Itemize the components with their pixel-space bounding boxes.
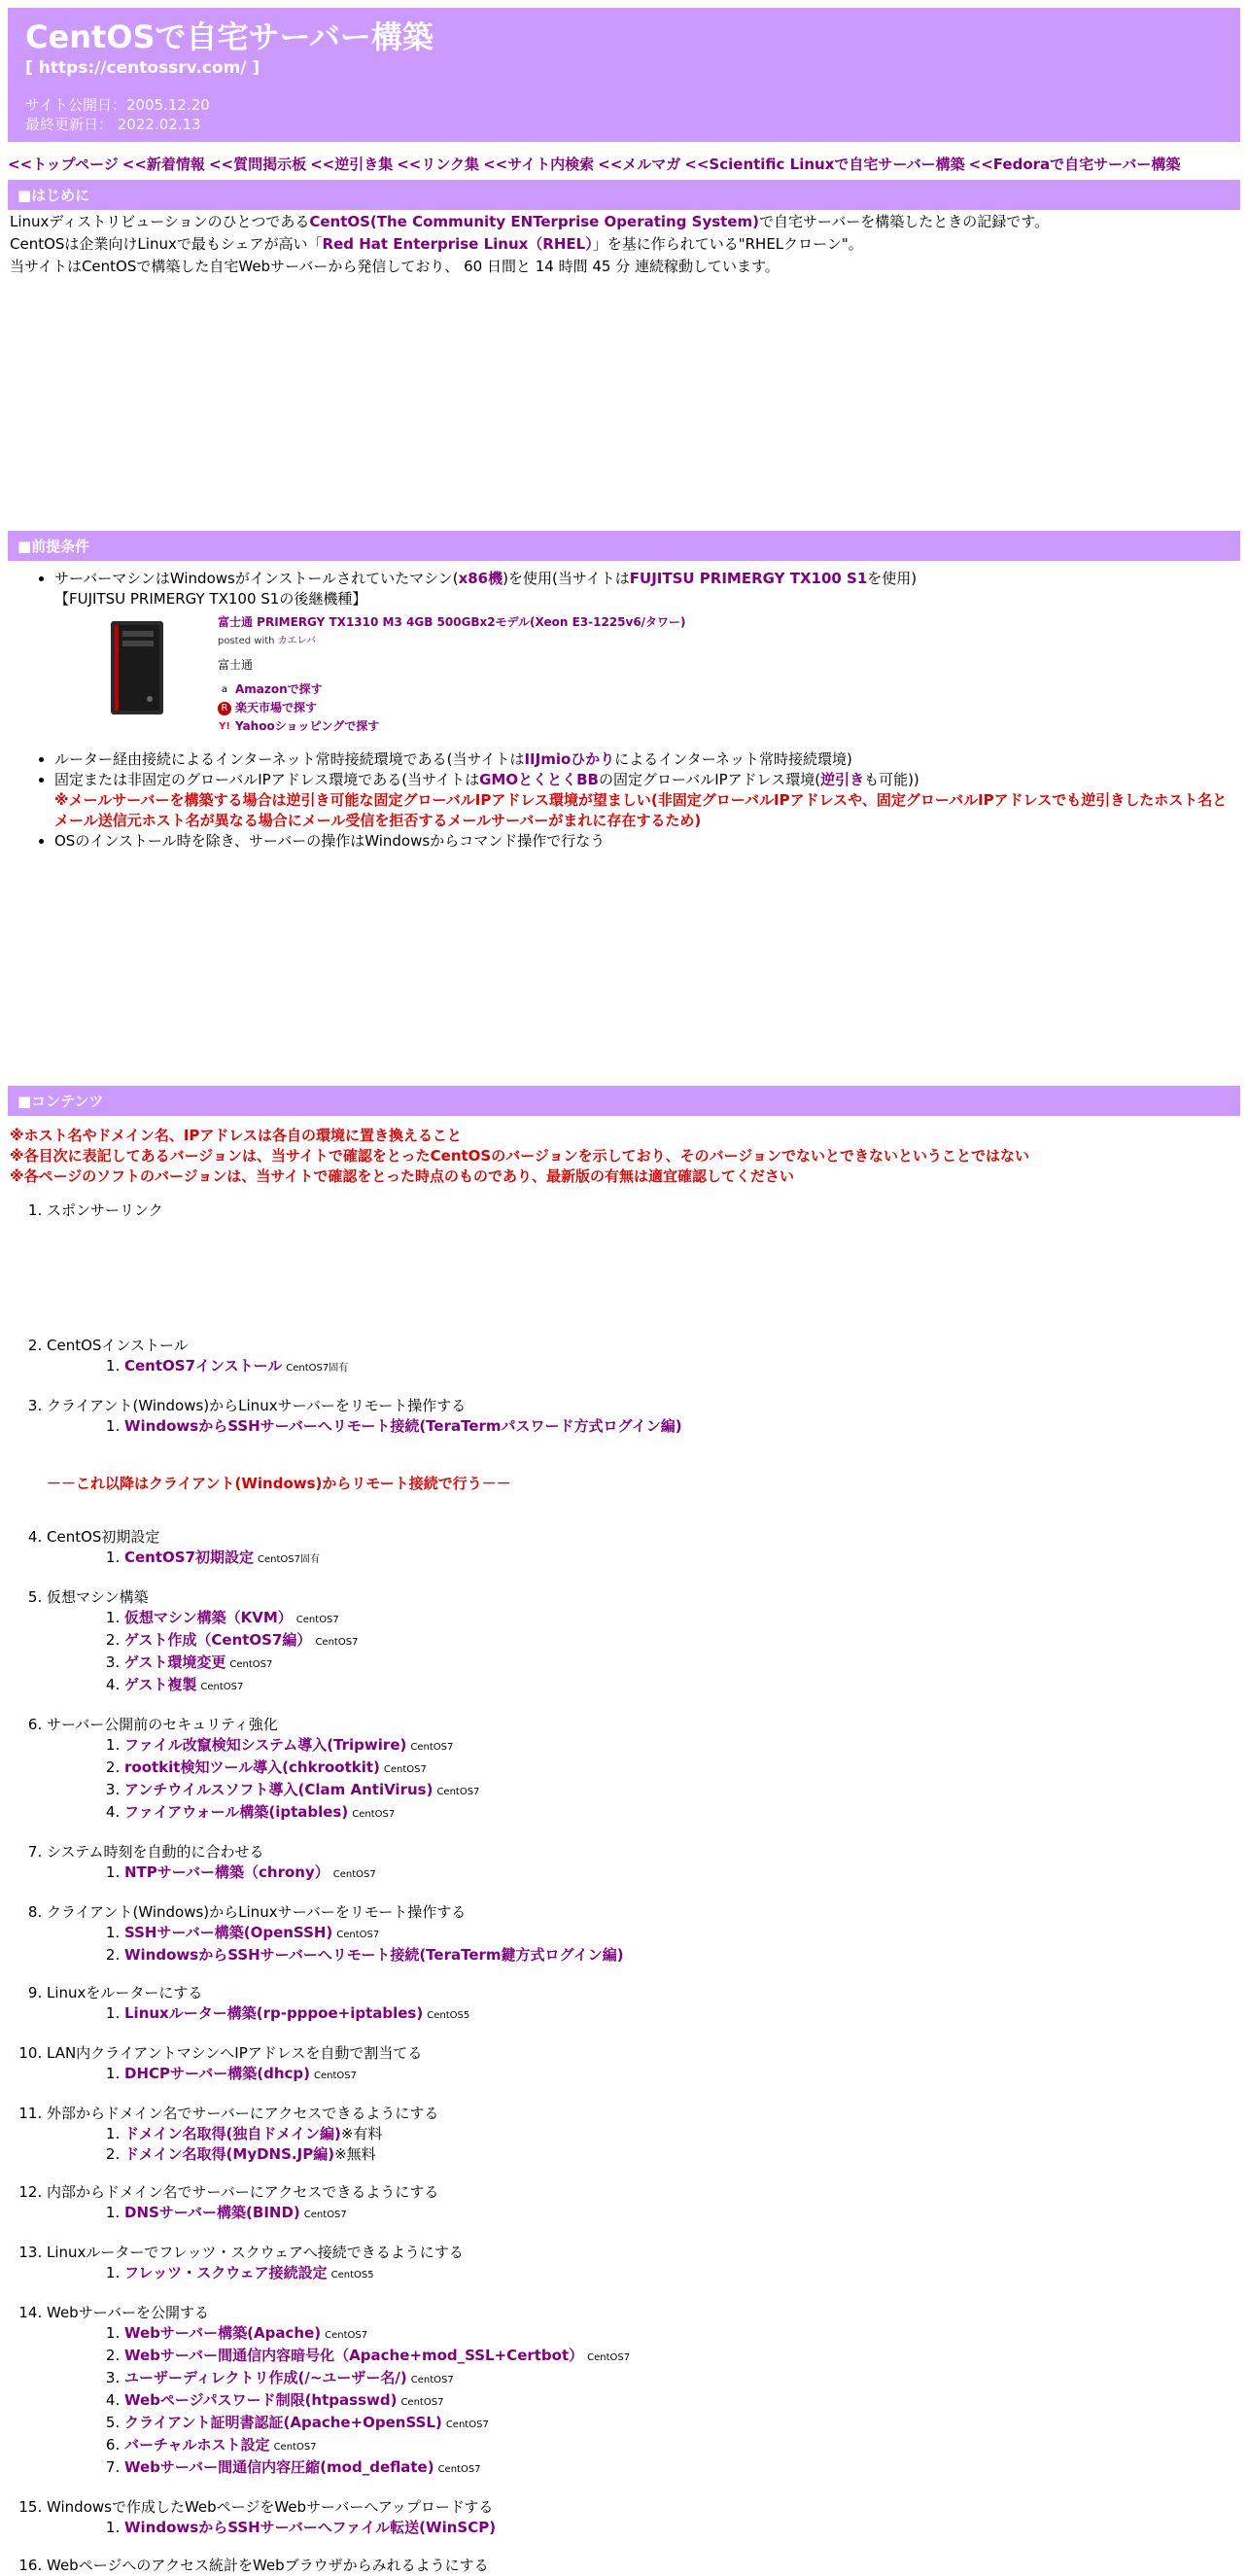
- rakuten-icon: R: [218, 702, 231, 715]
- reverse-lookup-link[interactable]: 逆引き: [820, 771, 865, 788]
- toc-link[interactable]: WindowsからSSHサーバーへリモート接続(TeraTerm鍵方式ログイン編): [124, 1946, 624, 1964]
- nav-link[interactable]: <<サイト内検索: [483, 156, 595, 173]
- toc-section: [47, 2182, 1240, 2225]
- toc-link[interactable]: ファイル改竄検知システム導入(Tripwire): [124, 1736, 407, 1754]
- version-tag: CentOS7: [315, 1637, 359, 1648]
- toc-item: [124, 2390, 1240, 2413]
- toc-sublist: [47, 2263, 1240, 2285]
- nav-link[interactable]: <<リンク集: [397, 156, 480, 173]
- mail-server-warning: ※メールサーバーを構築する場合は逆引き可能な固定グローバルIPアドレス環境が望ましい(非固定グローバルIPアドレスや、固定グローバルIPアドレスでも逆引きしたホスト名とメール送信元ホスト名が異なる場合にメール受信を拒否するメールサーバーがまれに存在するため): [54, 791, 1228, 829]
- prereq-item: • サーバーマシンはWindowsがインストールされていたマシン(x86機)を使用(当サイトはFUJITSU PRIMERGY TX100 S1を使用) 【FUJITSU PRIMERGY TX100 S1の後継機種】 富士通 PRIMERGY TX1310 M3 4GB 500GBx2モデル(Xeon E3-1225v6/タワー) posted with カエレバ 富士通 a Amazonで探す R 楽天市場で探す Y! Yahooショッピングで探す: [54, 569, 1240, 736]
- amazon-link[interactable]: Amazonで探す: [235, 682, 323, 696]
- sponsor-space: [47, 1221, 1240, 1318]
- updated-date: 最終更新日： 2022.02.13: [25, 116, 201, 133]
- version-tag: CentOS7: [332, 1869, 376, 1880]
- product-box: [93, 613, 1240, 736]
- toc-link[interactable]: ゲスト複製: [124, 1676, 197, 1693]
- toc-link[interactable]: フレッツ・スクウェア接続設定: [124, 2264, 328, 2281]
- toc-link[interactable]: アンチウイルスソフト導入(Clam AntiVirus): [124, 1781, 433, 1798]
- iijmio-link[interactable]: IIJmioひかり: [524, 750, 615, 768]
- toc-section: [47, 1527, 1240, 1570]
- version-tag: CentOS7固有: [286, 1363, 349, 1374]
- published-date: サイト公開日：2005.12.20: [25, 96, 210, 114]
- toc-section-title: Webサーバーを公開する: [47, 2304, 209, 2321]
- toc-sublist: [47, 1416, 1240, 1437]
- primergy-link[interactable]: FUJITSU PRIMERGY TX100 S1: [629, 570, 868, 587]
- version-tag: CentOS7: [410, 1742, 454, 1753]
- toc-link[interactable]: 仮想マシン構築（KVM）: [124, 1609, 293, 1626]
- toc-item: [124, 1758, 1240, 1780]
- product-info: [218, 613, 686, 736]
- server-tower-icon: [107, 619, 167, 716]
- prereq-item: • 固定または非固定のグローバルIPアドレス環境である(当サイトはGMOとくとくBBの固定グローバルIPアドレス環境(逆引きも可能)) ※メールサーバーを構築する場合は逆引き可能な固定グローバルIPアドレス環境が望ましい(非固定グローバルIPアドレスや、固定グローバルIPアドレスでも逆引きしたホスト名とメール送信元ホスト名が異なる場合にメール受信を拒否するメールサーバーがまれに存在するため): [54, 770, 1240, 831]
- table-of-contents: [8, 1201, 1240, 2576]
- toc-sublist: [47, 2518, 1240, 2538]
- top-nav: [8, 154, 1240, 174]
- product-maker: 富士通: [218, 658, 254, 672]
- toc-section: [47, 2556, 1240, 2576]
- toc-link[interactable]: Webサーバー構築(Apache): [124, 2324, 322, 2342]
- toc-section-title: LAN内クライアントマシンへIPアドレスを自動で割当てる: [47, 2044, 423, 2062]
- toc-section-title: Linuxをルーターにする: [47, 1984, 203, 2002]
- toc-sublist: [47, 1862, 1240, 1885]
- toc-item: [124, 1630, 1240, 1653]
- toc-section: [47, 1983, 1240, 2026]
- toc-item: [124, 1356, 1240, 1378]
- toc-section: [47, 2243, 1240, 2285]
- toc-section-title: スポンサーリンク: [47, 1201, 163, 1219]
- toc-item: [124, 1608, 1240, 1630]
- nav-link[interactable]: <<新着情報: [121, 156, 205, 173]
- toc-item: [124, 1675, 1240, 1697]
- site-title: CentOSで自宅サーバー構築: [25, 18, 433, 55]
- prereq-item: • ルーター経由接続によるインターネット常時接続環境である(当サイトはIIJmioひかりによるインターネット常時接続環境): [54, 749, 1240, 770]
- toc-item: [124, 2413, 1240, 2435]
- toc-section-title: クライアント(Windows)からLinuxサーバーをリモート操作する: [47, 1903, 467, 1921]
- toc-section: [47, 1201, 1240, 1318]
- shop-amazon: [218, 680, 686, 699]
- toc-section: [47, 1587, 1240, 1697]
- prereq-item: • OSのインストール時を除き、サーバーの操作はWindowsからコマンド操作で行なう: [54, 831, 1240, 852]
- toc-section: [47, 2497, 1240, 2538]
- toc-item: [124, 2263, 1240, 2285]
- version-tag: CentOS7: [410, 2375, 454, 2385]
- toc-sublist: [47, 1548, 1240, 1570]
- remote-note: －－これ以降はクライアント(Windows)からリモート接続で行う－－: [47, 1475, 511, 1492]
- toc-section-title: サーバー公開前のセキュリティ強化: [47, 1716, 278, 1733]
- x86-link[interactable]: x86機: [458, 570, 503, 587]
- toc-section: [47, 1902, 1240, 1966]
- toc-link[interactable]: Webサーバー間通信内容圧縮(mod_deflate): [124, 2458, 434, 2476]
- nav-link[interactable]: <<逆引き集: [310, 156, 394, 173]
- toc-item: [124, 2124, 1240, 2144]
- toc-section-title: クライアント(Windows)からLinuxサーバーをリモート操作する: [47, 1397, 467, 1414]
- intro-line-2: CentOSは企業向けLinuxで最もシェアが高い「Red Hat Enterprise Linux（RHEL）」を基に作られている"RHELクローン"。: [10, 235, 863, 253]
- toc-link[interactable]: CentOS7初期設定: [124, 1549, 255, 1566]
- toc-sublist: [47, 2323, 1240, 2480]
- price-note: ※有料: [340, 2125, 383, 2142]
- toc-link[interactable]: rootkit検知ツール導入(chkrootkit): [124, 1758, 380, 1776]
- version-tag: CentOS7固有: [258, 1554, 321, 1565]
- toc-link[interactable]: DNSサーバー構築(BIND): [124, 2204, 300, 2221]
- site-header: [8, 8, 1240, 142]
- section-heading-contents: ■コンテンツ: [8, 1086, 1240, 1116]
- centos-link[interactable]: CentOS(The Community ENTerprise Operating System): [309, 213, 759, 230]
- toc-link[interactable]: クライアント証明書認証(Apache+OpenSSL): [124, 2414, 442, 2431]
- version-tag: CentOS7: [587, 2352, 631, 2363]
- toc-link[interactable]: ゲスト作成（CentOS7編）: [124, 1631, 312, 1649]
- version-tag: CentOS7: [445, 2419, 489, 2430]
- version-tag: CentOS7: [325, 2330, 368, 2341]
- toc-link[interactable]: NTPサーバー構築（chrony）: [124, 1863, 329, 1881]
- version-tag: CentOS7: [437, 2464, 481, 2475]
- prereq-list: [8, 569, 1240, 852]
- toc-link[interactable]: ドメイン名取得(MyDNS.JP編): [124, 2145, 335, 2163]
- toc-section-title: 仮想マシン構築: [47, 1588, 149, 1606]
- yahoo-icon: Y!: [219, 721, 230, 732]
- toc-sublist: [47, 1356, 1240, 1378]
- site-url: [ https://centossrv.com/ ]: [25, 58, 260, 78]
- rakuten-link[interactable]: 楽天市場で探す: [235, 701, 318, 714]
- toc-section-title: 外部からドメイン名でサーバーにアクセスできるようにする: [47, 2105, 439, 2122]
- toc-sublist: [47, 1608, 1240, 1697]
- toc-link[interactable]: Linuxルーター構築(rp-pppoe+iptables): [124, 2004, 424, 2022]
- version-tag: CentOS5: [330, 2270, 374, 2280]
- price-note: ※無料: [334, 2145, 376, 2163]
- toc-item: [124, 1945, 1240, 1966]
- nav-link[interactable]: <<トップページ: [8, 156, 119, 173]
- toc-section: [47, 2104, 1240, 2165]
- toc-item: [124, 2457, 1240, 2480]
- version-tag: CentOS7: [352, 1809, 396, 1820]
- version-tag: CentOS7: [229, 1659, 273, 1670]
- toc-sublist: [47, 2124, 1240, 2165]
- toc-item: [124, 2368, 1240, 2390]
- ad-space: [8, 852, 1240, 1080]
- toc-item: [124, 2435, 1240, 2457]
- nav-link[interactable]: <<メルマガ: [598, 156, 681, 173]
- toc-item: [124, 2323, 1240, 2346]
- section-heading-intro: ■はじめに: [8, 180, 1240, 210]
- ad-space: [8, 277, 1240, 525]
- toc-link[interactable]: ドメイン名取得(独自ドメイン編): [124, 2125, 341, 2142]
- toc-section-title: Linuxルーターでフレッツ・スクウェアへ接続できるようにする: [47, 2244, 464, 2261]
- notice-line: ※各ページのソフトのバージョンは、当サイトで確認をとった時点のものであり、最新版の有無は適宜確認してください: [10, 1167, 795, 1185]
- toc-link[interactable]: WindowsからSSHサーバーへファイル転送(WinSCP): [124, 2519, 497, 2536]
- toc-link[interactable]: WindowsからSSHサーバーへリモート接続(TeraTermパスワード方式ログイン編): [124, 1417, 682, 1435]
- toc-section: [47, 2303, 1240, 2480]
- version-tag: CentOS7: [336, 1930, 380, 1940]
- toc-item: [124, 2346, 1240, 2368]
- toc-item: [124, 1548, 1240, 1570]
- section-heading-prereq: ■前提条件: [8, 531, 1240, 561]
- toc-section: [47, 1842, 1240, 1885]
- intro-line-1: LinuxディストリビューションのひとつであるCentOS(The Community ENTerprise Operating System)で自宅サーバーを構築したときの記録です。: [10, 213, 1050, 230]
- nav-link[interactable]: <<Fedoraで自宅サーバー構築: [968, 156, 1181, 173]
- toc-sublist: [47, 1735, 1240, 1825]
- successor-label: 【FUJITSU PRIMERGY TX100 S1の後継機種】: [54, 590, 367, 608]
- toc-section: [47, 1336, 1240, 1378]
- yahoo-link[interactable]: Yahooショッピングで探す: [235, 719, 380, 733]
- toc-sublist: [47, 2064, 1240, 2086]
- toc-section: [47, 2043, 1240, 2086]
- kaereba-link[interactable]: カエレバ: [277, 636, 316, 646]
- shop-yahoo: [218, 717, 686, 736]
- toc-item: [124, 1416, 1240, 1437]
- toc-link[interactable]: CentOS7インストール: [124, 1357, 283, 1375]
- toc-link[interactable]: Webサーバー間通信内容暗号化（Apache+mod_SSL+Certbot）: [124, 2347, 584, 2364]
- version-tag: CentOS7: [400, 2397, 444, 2408]
- toc-section: [47, 1396, 1240, 1494]
- toc-section-title: CentOSインストール: [47, 1337, 189, 1354]
- toc-link[interactable]: ゲスト環境変更: [124, 1654, 226, 1671]
- posted-with: posted with カエレバ: [218, 636, 316, 646]
- toc-sublist: [47, 2003, 1240, 2026]
- amazon-icon: a: [221, 684, 228, 695]
- version-tag: CentOS5: [427, 2010, 470, 2021]
- toc-link[interactable]: ファイアウォール構築(iptables): [124, 1803, 349, 1821]
- toc-item: [124, 2144, 1240, 2165]
- toc-link[interactable]: バーチャルホスト設定: [124, 2436, 270, 2454]
- toc-item: [124, 2203, 1240, 2225]
- toc-section-title: Webページへのアクセス統計をWebブラウザからみれるようにする: [47, 2557, 489, 2574]
- toc-section-title: Windowsで作成したWebページをWebサーバーへアップロードする: [47, 2498, 494, 2516]
- notice-line: ※各目次に表記してあるバージョンは、当サイトで確認をとったCentOSのバージョンを示しており、そのバージョンでないとできないということではない: [10, 1147, 1030, 1165]
- version-tag: CentOS7: [314, 2071, 357, 2081]
- server-image[interactable]: [93, 613, 181, 722]
- nav-link[interactable]: <<質問掲示板: [208, 156, 307, 173]
- toc-sublist: [47, 1923, 1240, 1966]
- toc-item: [124, 2064, 1240, 2086]
- toc-item: [124, 1653, 1240, 1675]
- gmo-link[interactable]: GMOとくとくBB: [479, 771, 599, 788]
- shop-rakuten: [218, 699, 686, 717]
- toc-section: [47, 1715, 1240, 1825]
- intro-line-3: 当サイトはCentOSで構築した自宅Webサーバーから発信しており、 60 日間と 14 時間 45 分 連続稼動しています。: [10, 258, 780, 275]
- toc-section-title: システム時刻を自動的に合わせる: [47, 1843, 264, 1861]
- nav-link[interactable]: <<Scientific Linuxで自宅サーバー構築: [684, 156, 965, 173]
- toc-item: [124, 1802, 1240, 1825]
- version-tag: CentOS7: [383, 1764, 427, 1775]
- intro: [8, 212, 1240, 277]
- product-name-link[interactable]: 富士通 PRIMERGY TX1310 M3 4GB 500GBx2モデル(Xeon E3-1225v6/タワー): [218, 615, 686, 629]
- version-tag: CentOS7: [295, 1615, 339, 1625]
- toc-link[interactable]: SSHサーバー構築(OpenSSH): [124, 1924, 333, 1941]
- toc-section-title: CentOS初期設定: [47, 1528, 160, 1546]
- toc-item: [124, 2518, 1240, 2538]
- toc-item: [124, 2003, 1240, 2026]
- version-tag: CentOS7: [436, 1787, 480, 1797]
- toc-link[interactable]: Webページパスワード制限(htpasswd): [124, 2391, 398, 2409]
- notice-line: ※ホスト名やドメイン名、IPアドレスは各自の環境に置き換えること: [10, 1127, 462, 1144]
- toc-item: [124, 1780, 1240, 1802]
- version-tag: CentOS7: [273, 2442, 317, 2453]
- version-tag: CentOS7: [303, 2210, 347, 2220]
- toc-section-title: 内部からドメイン名でサーバーにアクセスできるようにする: [47, 2183, 439, 2201]
- toc-item: [124, 1923, 1240, 1945]
- toc-link[interactable]: DHCPサーバー構築(dhcp): [124, 2065, 311, 2082]
- rhel-link[interactable]: Red Hat Enterprise Linux（RHEL）: [322, 235, 593, 253]
- toc-link[interactable]: ユーザーディレクトリ作成(/~ユーザー名/): [124, 2369, 407, 2386]
- toc-sublist: [47, 2203, 1240, 2225]
- toc-item: [124, 1862, 1240, 1885]
- contents-notice: [10, 1126, 1240, 1187]
- version-tag: CentOS7: [200, 1682, 244, 1692]
- toc-item: [124, 1735, 1240, 1758]
